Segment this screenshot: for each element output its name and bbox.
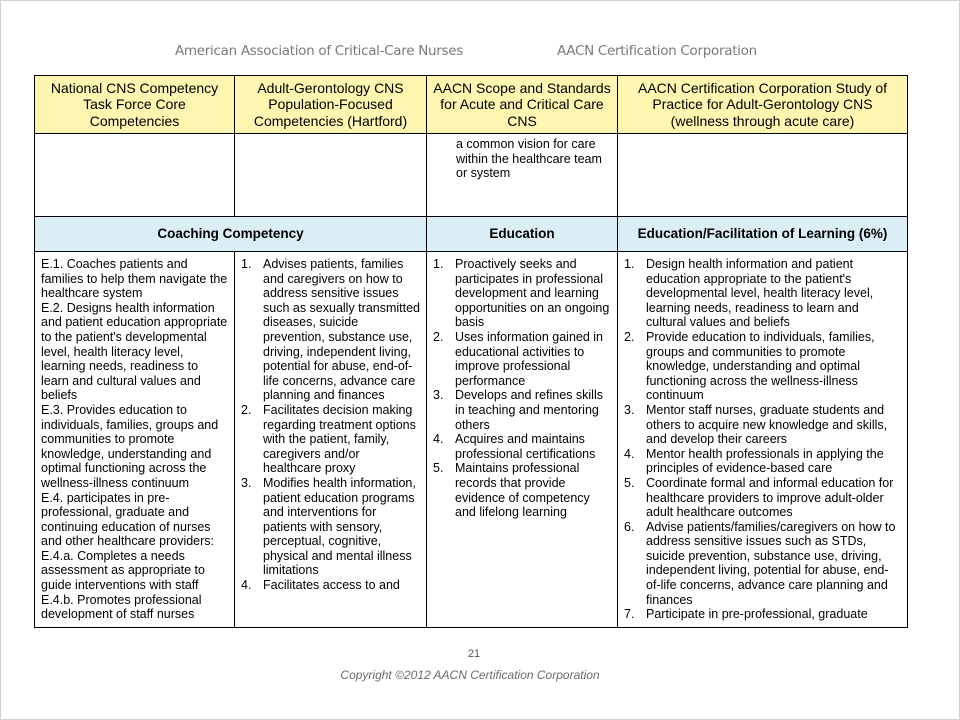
column-header-1: National CNS Competency Task Force Core Competencies <box>35 76 235 134</box>
practice-item <box>624 403 901 447</box>
list-item-number: 2. <box>241 402 252 417</box>
list-item-number: 7. <box>624 607 635 622</box>
core-competencies-text <box>35 252 234 627</box>
header-left-org: American Association of Critical-Care Nurses <box>175 43 464 59</box>
list-item-number: 3. <box>624 402 635 417</box>
core-competency-paragraph: E.4. participates in pre-professional, graduate and continuing education of nurses and other healthcare providers: <box>41 490 215 549</box>
header-right-org: AACN Certification Corporation <box>557 43 757 59</box>
core-competency-paragraph: E.1. Coaches patients and families to help them navigate the healthcare system <box>41 257 228 301</box>
list-item-text: Coordinate formal and informal education for healthcare providers to improve adult-older adult healthcare outcomes <box>646 475 894 520</box>
list-item-text: Maintains professional records that provide evidence of competency and lifelong learning <box>455 461 590 520</box>
list-item-text: Proactively seeks and participates in professional development and learning opportunities on an ongoing basis <box>455 257 610 330</box>
list-item-number: 3. <box>241 475 252 490</box>
column-header-4: AACN Certification Corporation Study of Practice for Adult-Gerontology CNS (wellness through acute care) <box>618 76 908 134</box>
continuation-row <box>35 134 908 217</box>
list-item-text: Mentor staff nurses, graduate students and others to acquire new knowledge and skills, and develop their careers <box>646 402 888 447</box>
list-item-text: Uses information gained in educational activities to improve professional performance <box>455 329 603 388</box>
list-item-text: Advise patients/families/caregivers on how to address sensitive issues such as STDs, suicide prevention, substance use, driving, independent living, potential for abuse, end-of-life concerns, advance care planning and finances <box>646 519 896 607</box>
list-item-number: 1. <box>433 257 444 271</box>
list-item-text: Design health information and patient education appropriate to the patient's developmental level, health literacy level, learning needs, readiness to learn and cultural values and beliefs <box>646 257 874 330</box>
practice-item <box>624 520 901 608</box>
list-item-number: 2. <box>624 329 635 344</box>
hartford-item <box>241 257 420 403</box>
study-of-practice-list <box>624 257 901 622</box>
practice-item <box>624 330 901 403</box>
list-item-number: 2. <box>433 329 444 344</box>
scope-standards-list <box>433 257 611 520</box>
list-item-text: Acquires and maintains professional certifications <box>455 432 596 461</box>
hartford-item <box>241 403 420 476</box>
copyright-footer: Copyright ©2012 AACN Certification Corporation <box>340 668 600 682</box>
scope-item <box>433 257 611 330</box>
list-item-text: Mentor health professionals in applying the principles of evidence-based care <box>646 446 884 476</box>
list-item-number: 3. <box>433 388 444 403</box>
hartford-item <box>241 476 420 578</box>
list-item-number: 5. <box>433 461 444 476</box>
list-item-number: 5. <box>624 475 635 490</box>
hartford-item <box>241 578 420 593</box>
list-item-text: Modifies health information, patient education programs and interventions for patients with sensory, perceptual, cognitive, physical and mental illness limitations <box>263 475 416 578</box>
continuation-text: a common vision for care within the healthcare team or system <box>456 137 602 181</box>
scope-item <box>433 432 611 461</box>
table-header-row <box>35 76 908 134</box>
scope-item <box>433 461 611 519</box>
section-label-coaching: Coaching Competency <box>35 217 427 252</box>
section-label-education: Education <box>427 217 618 252</box>
content-cell-1 <box>35 252 235 628</box>
list-item-number: 6. <box>624 519 635 534</box>
column-header-3: AACN Scope and Standards for Acute and Critical Care CNS <box>427 76 618 134</box>
practice-item <box>624 257 901 330</box>
scope-item <box>433 330 611 388</box>
continuation-cell-2 <box>235 134 427 217</box>
list-item-number: 4. <box>241 578 252 593</box>
core-competency-paragraph: E.2. Designs health information and patient education appropriate to the patient's developmental level, health literacy level, learning needs, readiness to learn and cultural values and beliefs <box>41 300 228 403</box>
list-item-text: Participate in pre-professional, graduate <box>646 607 868 622</box>
hartford-competencies-list <box>241 257 420 593</box>
core-competency-paragraph: E.3. Provides education to individuals, families, groups and communities to promote knowledge, understanding and optimal functioning across the wellness-illness continuum <box>41 402 219 490</box>
list-item-number: 4. <box>624 446 635 461</box>
core-competency-paragraph: E.4.b. Promotes professional development of staff nurses <box>41 592 202 622</box>
continuation-cell-3 <box>427 134 618 217</box>
list-item-text: Facilitates decision making regarding treatment options with the patient, family, caregivers and/or healthcare proxy <box>263 402 416 476</box>
column-header-2: Adult-Gerontology CNS Population-Focused Competencies (Hartford) <box>235 76 427 134</box>
content-cell-3 <box>427 252 618 628</box>
continuation-cell-4 <box>618 134 908 217</box>
list-item-number: 1. <box>624 257 635 271</box>
core-competency-paragraph: E.4.a. Completes a needs assessment as appropriate to guide interventions with staff <box>41 548 205 593</box>
page-number: 21 <box>467 648 481 660</box>
practice-item <box>624 607 901 622</box>
list-item-text: Provide education to individuals, families, groups and communities to promote knowledge, understanding and optimal functioning across the wellness-illness continuum <box>646 329 875 403</box>
list-item-number: 1. <box>241 257 252 271</box>
practice-item <box>624 447 901 476</box>
content-cell-2 <box>235 252 427 628</box>
section-label-facilitation: Education/Facilitation of Learning (6%) <box>618 217 908 252</box>
list-item-text: Facilitates access to and <box>263 578 400 593</box>
section-row <box>35 217 908 252</box>
content-cell-4 <box>618 252 908 628</box>
practice-item <box>624 476 901 520</box>
scope-item <box>433 388 611 432</box>
list-item-text: Advises patients, families and caregivers on how to address sensitive issues such as sexually transmitted diseases, suicide prevention, substance use, driving, independent living, potential for abuse, end-of-life concerns, advance care planning and finances <box>263 257 421 403</box>
list-item-text: Develops and refines skills in teaching and mentoring others <box>455 388 603 432</box>
content-row <box>35 252 908 628</box>
competency-table <box>34 75 908 628</box>
continuation-cell-1 <box>35 134 235 217</box>
list-item-number: 4. <box>433 432 444 447</box>
